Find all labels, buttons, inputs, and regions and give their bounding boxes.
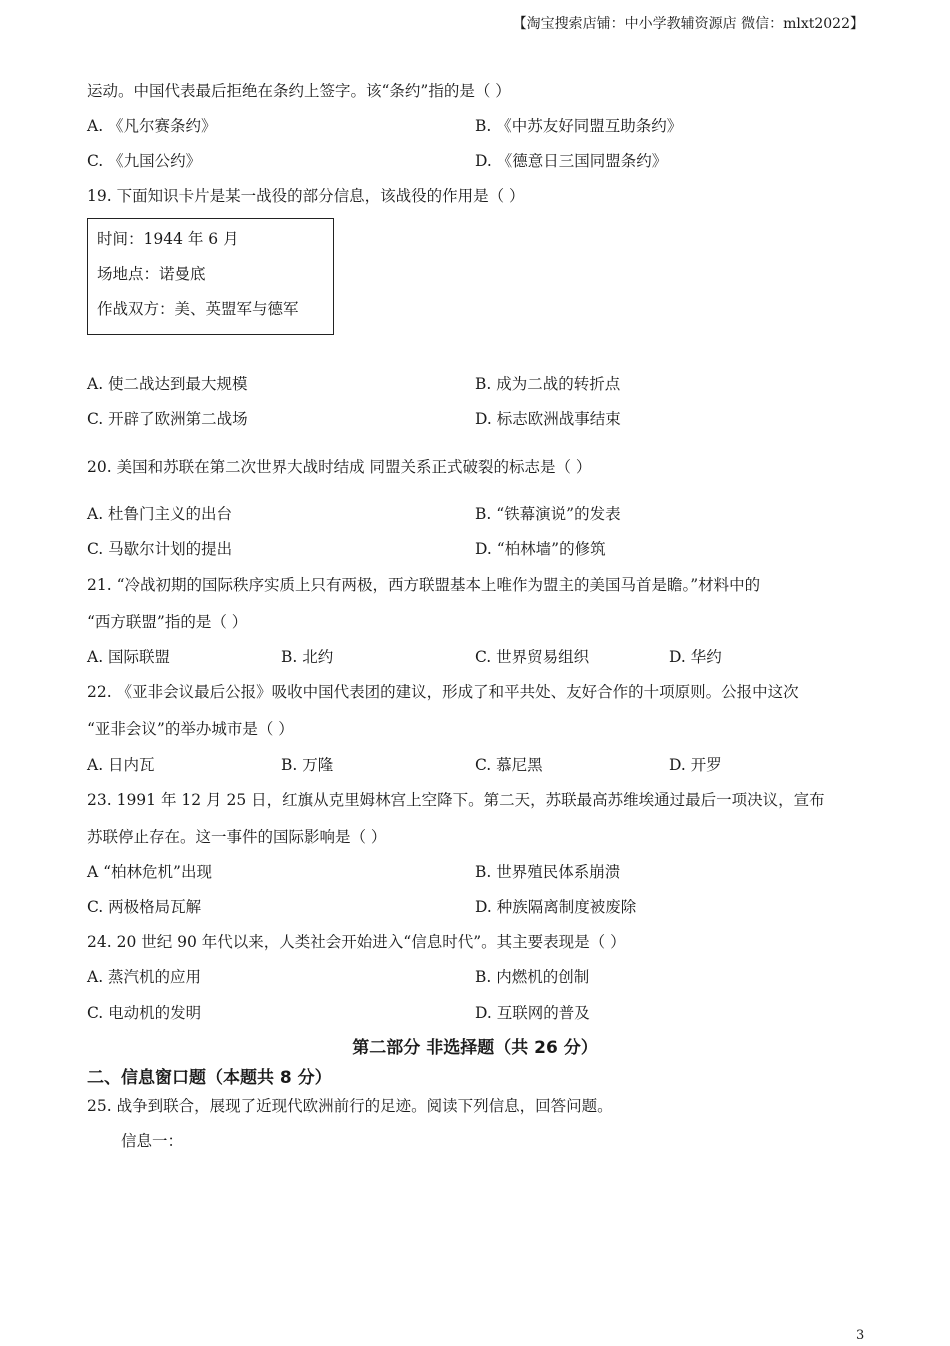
q18-option-d: D. 《德意日三国同盟条约》 (475, 152, 668, 170)
q23-stem-line1: 23. 1991 年 12 月 25 日，红旗从克里姆林宫上空降下。第二天，苏联最高苏维埃通过最后一项决议，宣布 (87, 791, 825, 809)
q21-option-a: A. 国际联盟 (87, 648, 171, 666)
q22-option-b: B. 万隆 (281, 756, 334, 774)
q18-option-c: C. 《九国公约》 (87, 152, 202, 170)
page-number: 3 (856, 1328, 865, 1343)
page-header: 【淘宝搜索店铺：中小学教辅资源店 微信：mlxt2022】 (512, 16, 864, 32)
q24-option-d: D. 互联网的普及 (475, 1004, 590, 1022)
q18-stem-continued: 运动。中国代表最后拒绝在条约上签字。该“条约”指的是（ ） (87, 82, 511, 100)
q21-option-c: C. 世界贸易组织 (475, 648, 590, 666)
q23-option-c: C. 两极格局瓦解 (87, 898, 202, 916)
knowledge-card (87, 218, 334, 335)
q22-option-a: A. 日内瓦 (87, 756, 155, 774)
section-heading: 二、信息窗口题（本题共 8 分） (87, 1068, 332, 1088)
q20-option-b: B. “铁幕演说”的发表 (475, 505, 621, 523)
q20-option-a: A. 杜鲁门主义的出台 (87, 505, 233, 523)
q25-stem: 25. 战争到联合，展现了近现代欧洲前行的足迹。阅读下列信息，回答问题。 (87, 1097, 613, 1115)
q23-option-b: B. 世界殖民体系崩溃 (475, 863, 621, 881)
q22-stem-line1: 22. 《亚非会议最后公报》吸收中国代表团的建议，形成了和平共处、友好合作的十项原则。公报中这次 (87, 683, 799, 701)
card-line-combatants: 作战双方：美、英盟军与德军 (97, 300, 299, 318)
q19-option-d: D. 标志欧洲战事结束 (475, 410, 621, 428)
q22-stem-line2: “亚非会议”的举办城市是（ ） (87, 720, 294, 738)
q23-option-d: D. 种族隔离制度被废除 (475, 898, 637, 916)
q20-option-d: D. “柏林墙”的修筑 (475, 540, 606, 558)
q18-option-b: B. 《中苏友好同盟互助条约》 (475, 117, 683, 135)
card-line-location: 场地点：诺曼底 (97, 265, 206, 283)
q20-option-c: C. 马歇尔计划的提出 (87, 540, 233, 558)
info-one-label: 信息一： (121, 1132, 184, 1150)
q22-option-c: C. 慕尼黑 (475, 756, 543, 774)
part2-title: 第二部分 非选择题（共 26 分） (352, 1038, 598, 1058)
q19-option-b: B. 成为二战的转折点 (475, 375, 621, 393)
q22-option-d: D. 开罗 (669, 756, 722, 774)
q20-stem: 20. 美国和苏联在第二次世界大战时结成 同盟关系正式破裂的标志是（ ） (87, 458, 592, 476)
q24-option-b: B. 内燃机的创制 (475, 968, 590, 986)
q21-option-b: B. 北约 (281, 648, 334, 666)
q21-stem-line1: 21. “冷战初期的国际秩序实质上只有两极，西方联盟基本上唯作为盟主的美国马首是瞻。”材料中的 (87, 576, 761, 594)
q23-option-a: A “柏林危机”出现 (87, 863, 212, 881)
q23-stem-line2: 苏联停止存在。这一事件的国际影响是（ ） (87, 828, 387, 846)
q19-stem: 19. 下面知识卡片是某一战役的部分信息，该战役的作用是（ ） (87, 187, 525, 205)
q24-option-a: A. 蒸汽机的应用 (87, 968, 202, 986)
q21-option-d: D. 华约 (669, 648, 722, 666)
q18-option-a: A. 《凡尔赛条约》 (87, 117, 217, 135)
q19-option-a: A. 使二战达到最大规模 (87, 375, 248, 393)
q19-option-c: C. 开辟了欧洲第二战场 (87, 410, 248, 428)
q21-stem-line2: “西方联盟”指的是（ ） (87, 613, 248, 631)
q24-stem: 24. 20 世纪 90 年代以来，人类社会开始进入“信息时代”。其主要表现是（ ） (87, 933, 626, 951)
q24-option-c: C. 电动机的发明 (87, 1004, 202, 1022)
card-line-time: 时间：1944 年 6 月 (97, 230, 239, 248)
